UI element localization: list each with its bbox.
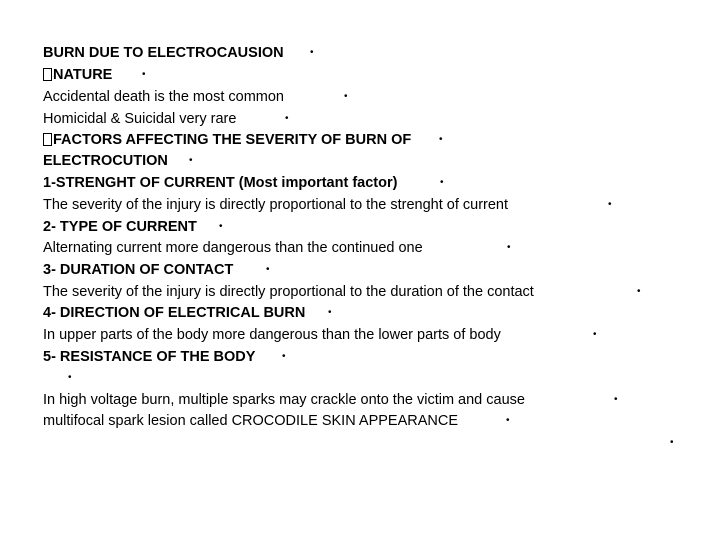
line-text: 1-STRENGHT OF CURRENT (Most important factor) [43,175,398,191]
line-text: Accidental death is the most common [43,89,284,105]
text-line [43,239,423,257]
line-text: FACTORS AFFECTING THE SEVERITY OF BURN OF [53,132,412,148]
bullet-icon: • [440,177,444,188]
text-line [43,131,411,149]
missing-glyph-icon [43,133,52,146]
line-text: ELECTROCUTION [43,153,168,169]
bullet-icon: • [142,69,146,80]
line-text: BURN DUE TO ELECTROCAUSION [43,45,284,61]
line-text: In high voltage burn, multiple sparks may crackle onto the victim and cause [43,392,525,408]
bullet-icon: • [439,134,443,145]
bullet-icon: • [310,47,314,58]
text-line [43,218,197,236]
bullet-icon: • [507,242,511,253]
text-line [43,88,284,106]
bullet-icon: • [285,113,289,124]
text-line [43,66,112,84]
line-text: The severity of the injury is directly proportional to the duration of the contact [43,284,534,300]
text-line [43,348,255,366]
text-line [43,196,508,214]
bullet-icon: • [282,351,286,362]
bullet-icon: • [189,155,193,166]
line-text: In upper parts of the body more dangerous than the lower parts of body [43,327,501,343]
bullet-icon: • [670,437,674,448]
text-line [43,174,397,192]
text-line [43,304,305,322]
text-line [43,110,236,128]
missing-glyph-icon [43,68,52,81]
bullet-icon: • [219,221,223,232]
line-text: 5- RESISTANCE OF THE BODY [43,349,256,365]
line-text: The severity of the injury is directly proportional to the strenght of current [43,197,509,213]
text-line [43,261,233,279]
text-line [43,391,525,409]
bullet-icon: • [593,329,597,340]
bullet-icon: • [344,91,348,102]
bullet-icon: • [266,264,270,275]
line-text: multifocal spark lesion called CROCODILE SKIN APPEARANCE [43,413,459,429]
bullet-icon: • [68,372,72,383]
line-text: Homicidal & Suicidal very rare [43,111,237,127]
line-text: Alternating current more dangerous than the continued one [43,240,423,256]
line-text: NATURE [53,67,113,83]
text-line [43,412,458,430]
bullet-icon: • [614,394,618,405]
text-line [43,283,534,301]
bullet-icon: • [637,286,641,297]
text-line [43,44,284,62]
line-text: 2- TYPE OF CURRENT [43,219,197,235]
bullet-icon: • [328,307,332,318]
bullet-icon: • [608,199,612,210]
line-text: 3- DURATION OF CONTACT [43,262,234,278]
bullet-icon: • [506,415,510,426]
text-line [43,326,501,344]
text-line [43,152,168,170]
line-text: 4- DIRECTION OF ELECTRICAL BURN [43,305,306,321]
